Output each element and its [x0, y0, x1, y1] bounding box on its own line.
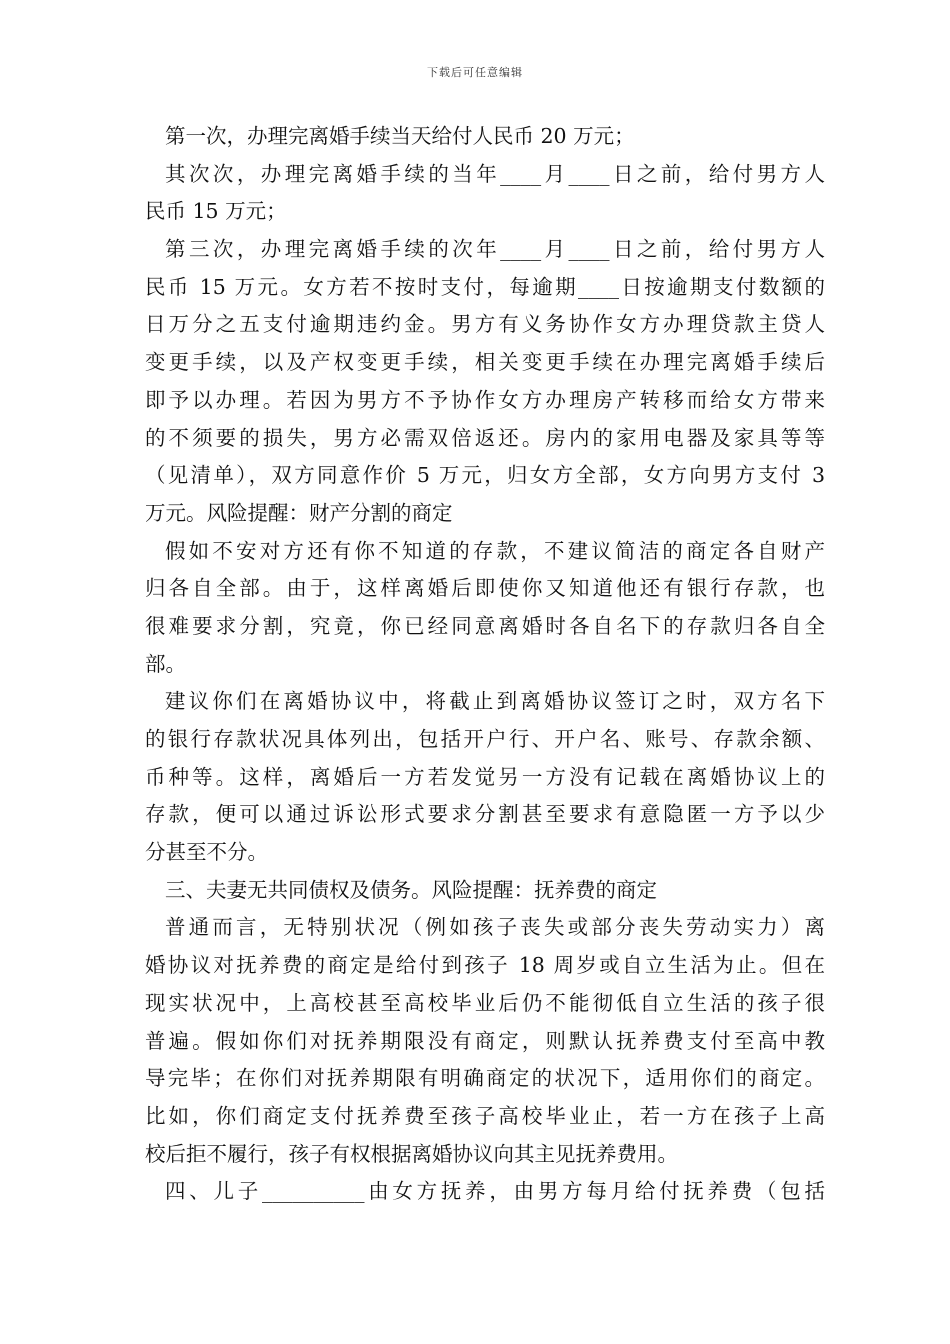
- text-line: 普通而言，无特别状况（例如孩子丧失或部分丧失劳动实力）离: [165, 915, 825, 940]
- text-line: 币种等。这样，离婚后一方若发觉另一方没有记载在离婚协议上的: [145, 764, 825, 789]
- document-body: [145, 118, 825, 1211]
- text-line: 的不须要的损失，男方必需双倍返还。房内的家用电器及家具等等: [145, 425, 825, 450]
- text-line: 很难要求分割，究竟，你已经同意离婚时各自名下的存款归各自全: [145, 613, 825, 638]
- text-line: 其次次，办理完离婚手续的当年____月____日之前，给付男方人: [165, 161, 825, 186]
- text-line: 假如不安对方还有你不知道的存款，不建议简洁的商定各自财产: [165, 538, 825, 563]
- text-line: 第三次，办理完离婚手续的次年____月____日之前，给付男方人: [165, 237, 825, 262]
- page-header: 下载后可任意编辑: [427, 66, 523, 79]
- text-line: 部。: [145, 651, 186, 676]
- text-line: 比如，你们商定支付抚养费至孩子高校毕业止，若一方在孩子上高: [145, 1103, 825, 1128]
- text-line: 分甚至不分。: [145, 840, 268, 865]
- text-line: 日万分之五支付逾期违约金。男方有义务协作女方办理贷款主贷人: [145, 312, 825, 337]
- text-line: 万元。风险提醒：财产分割的商定: [145, 500, 453, 525]
- text-line: 建议你们在离婚协议中，将截止到离婚协议签订之时，双方名下: [165, 689, 825, 714]
- text-line: 普遍。假如你们对抚养期限没有商定，则默认抚养费支付至高中教: [145, 1028, 825, 1053]
- text-line: （见清单），双方同意作价 5 万元，归女方全部，女方向男方支付 3: [145, 463, 825, 488]
- text-line: 现实状况中，上高校甚至高校毕业后仍不能彻低自立生活的孩子很: [145, 990, 825, 1015]
- text-line: 民币 15 万元。女方若不按时支付，每逾期____日按逾期支付数额的: [145, 274, 825, 299]
- text-line: 导完毕；在你们对抚养期限有明确商定的状况下，适用你们的商定。: [145, 1066, 825, 1091]
- text-line: 三、夫妻无共同债权及债务。风险提醒：抚养费的商定: [165, 877, 657, 902]
- text-line: 即予以办理。若因为男方不予协作女方办理房产转移而给女方带来: [145, 387, 825, 412]
- text-line: 第一次，办理完离婚手续当天给付人民币 20 万元；: [165, 124, 635, 148]
- text-line: 归各自全部。由于，这样离婚后即使你又知道他还有银行存款，也: [145, 576, 825, 601]
- text-line: 校后拒不履行，孩子有权根据离婚协议向其主见抚养费用。: [145, 1141, 678, 1166]
- text-line: 变更手续，以及产权变更手续，相关变更手续在办理完离婚手续后: [145, 350, 825, 375]
- text-line: 四、儿子__________由女方抚养，由男方每月给付抚养费（包括: [165, 1179, 825, 1204]
- text-line: 婚协议对抚养费的商定是给付到孩子 18 周岁或自立生活为止。但在: [145, 953, 825, 978]
- text-line: 的银行存款状况具体列出，包括开户行、开户名、账号、存款余额、: [145, 727, 825, 751]
- text-line: 民币 15 万元；: [145, 199, 287, 224]
- text-line: 存款，便可以通过诉讼形式要求分割甚至要求有意隐匿一方予以少: [145, 802, 825, 827]
